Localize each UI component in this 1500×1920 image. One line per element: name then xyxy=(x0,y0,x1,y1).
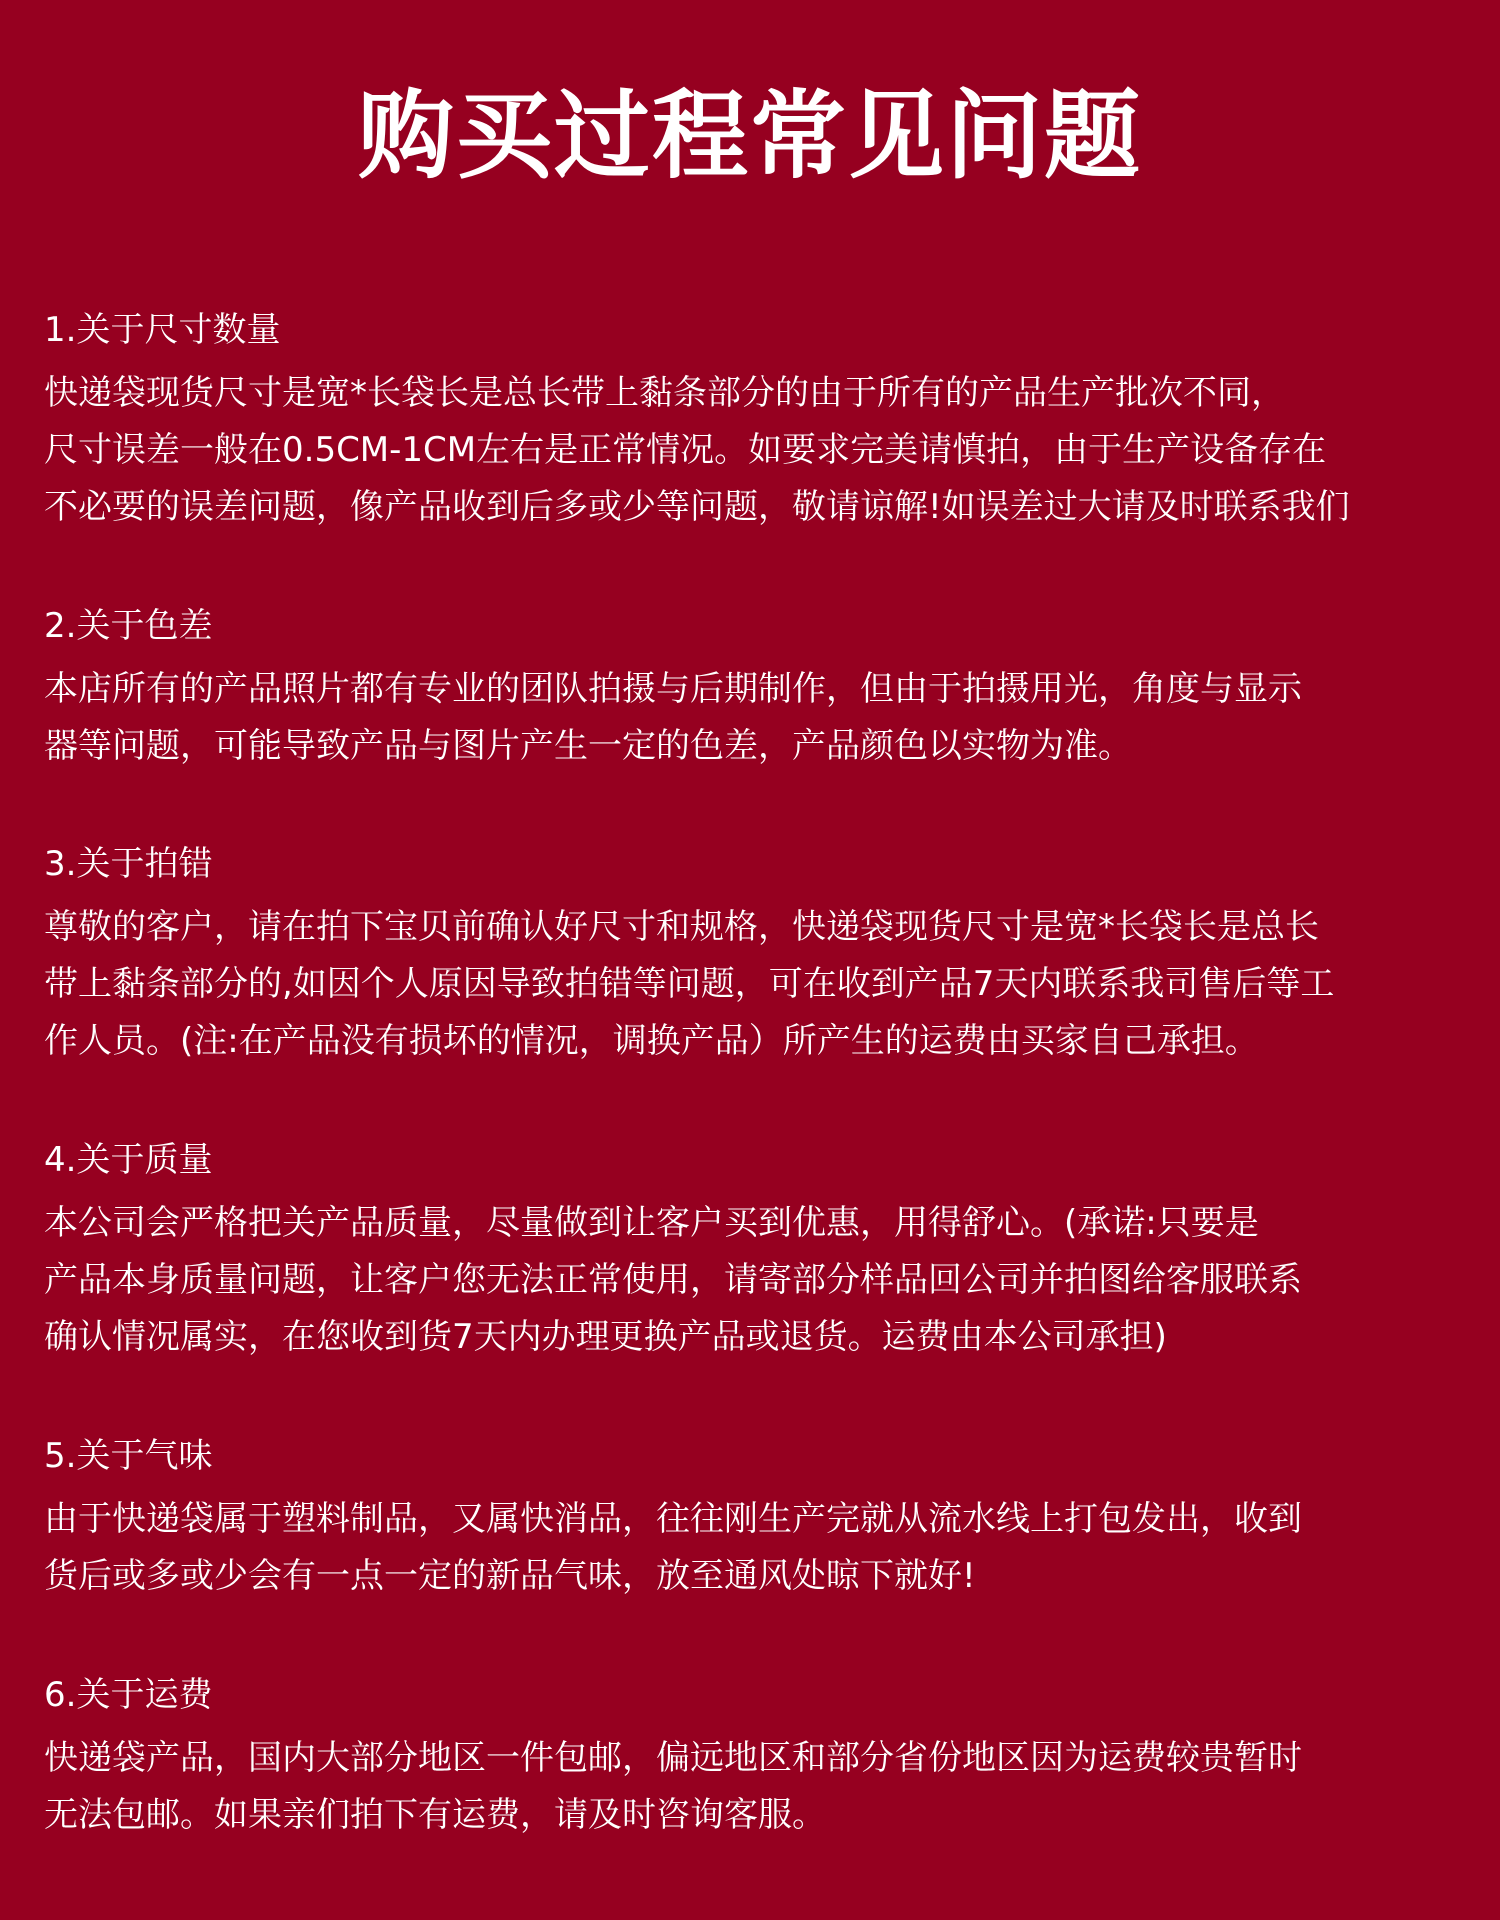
page-title: 购买过程常见问题 xyxy=(358,80,1142,192)
faq-line: 带上黏条部分的,如因个人原因导致拍错等问题，可在收到产品7天内联系我司售后等工 xyxy=(44,964,1335,1004)
faq-body xyxy=(44,365,1474,536)
faq-line: 作人员。(注:在产品没有损坏的情况，调换产品）所产生的运费由买家自己承担。 xyxy=(44,1021,1259,1061)
faq-line: 不必要的误差问题，像产品收到后多或少等问题，敬请谅解!如误差过大请及时联系我们 xyxy=(44,487,1350,527)
faq-line: 快递袋产品，国内大部分地区一件包邮，偏远地区和部分省份地区因为运费较贵暂时 xyxy=(44,1738,1302,1778)
faq-section-size xyxy=(44,309,1474,536)
faq-line: 货后或多或少会有一点一定的新品气味，放至通风处晾下就好! xyxy=(44,1556,976,1596)
faq-heading: 4.关于质量 xyxy=(44,1140,213,1180)
faq-line: 确认情况属实，在您收到货7天内办理更换产品或退货。运费由本公司承担) xyxy=(44,1317,1167,1357)
faq-body xyxy=(44,1195,1474,1366)
faq-line: 器等问题，可能导致产品与图片产生一定的色差，产品颜色以实物为准。 xyxy=(44,726,1132,766)
faq-heading: 5.关于气味 xyxy=(44,1436,213,1476)
faq-body xyxy=(44,661,1474,775)
faq-section-color xyxy=(44,605,1474,775)
faq-line: 产品本身质量问题，让客户您无法正常使用，请寄部分样品回公司并拍图给客服联系 xyxy=(44,1260,1302,1300)
faq-line: 本店所有的产品照片都有专业的团队拍摄与后期制作，但由于拍摄用光，角度与显示 xyxy=(44,669,1302,709)
faq-section-smell xyxy=(44,1435,1474,1605)
faq-line: 无法包邮。如果亲们拍下有运费，请及时咨询客服。 xyxy=(44,1795,826,1835)
faq-heading: 1.关于尺寸数量 xyxy=(44,310,281,350)
faq-line: 尺寸误差一般在0.5CM-1CM左右是正常情况。如要求完美请慎拍，由于生产设备存在 xyxy=(44,430,1327,470)
faq-body xyxy=(44,1730,1474,1844)
faq-line: 尊敬的客户，请在拍下宝贝前确认好尺寸和规格，快递袋现货尺寸是宽*长袋长是总长 xyxy=(44,907,1319,947)
faq-heading: 6.关于运费 xyxy=(44,1675,213,1715)
faq-line: 由于快递袋属于塑料制品，又属快消品，往往刚生产完就从流水线上打包发出，收到 xyxy=(44,1499,1302,1539)
faq-heading: 3.关于拍错 xyxy=(44,844,213,884)
faq-section-quality xyxy=(44,1139,1474,1366)
faq-line: 快递袋现货尺寸是宽*长袋长是总长带上黏条部分的由于所有的产品生产批次不同， xyxy=(44,373,1285,413)
faq-body xyxy=(44,1491,1474,1605)
faq-body xyxy=(44,899,1474,1070)
faq-line: 本公司会严格把关产品质量，尽量做到让客户买到优惠，用得舒心。(承诺:只要是 xyxy=(44,1203,1259,1243)
faq-section-wrong-order xyxy=(44,843,1474,1070)
faq-heading: 2.关于色差 xyxy=(44,606,213,646)
faq-section-shipping xyxy=(44,1674,1474,1844)
